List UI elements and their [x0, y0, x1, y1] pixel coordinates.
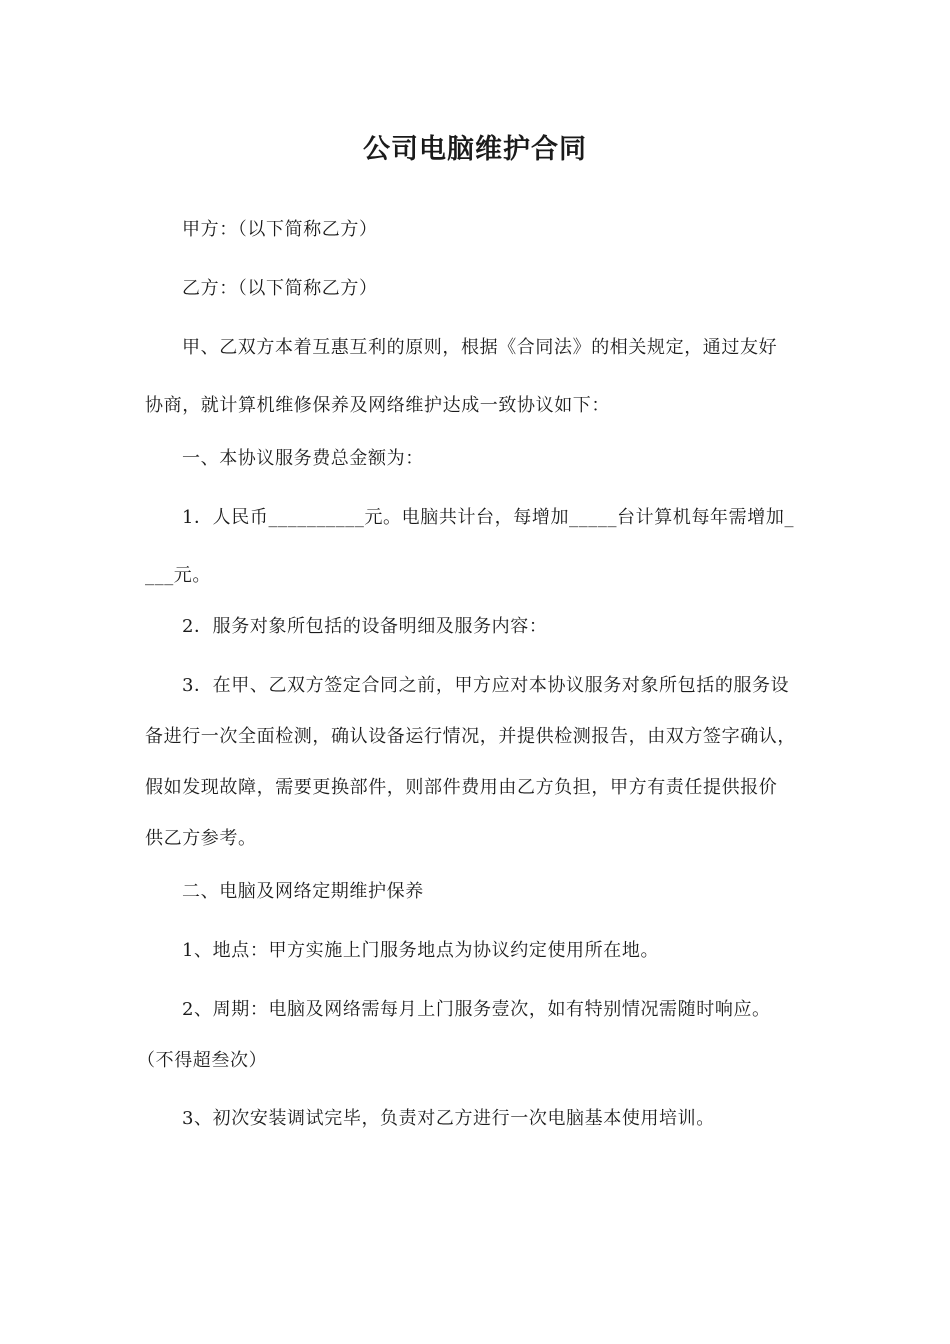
paragraph-line: 备进行一次全面检测，确认设备运行情况，并提供检测报告，由双方签字确认，	[145, 726, 796, 747]
party-a-paragraph	[145, 215, 810, 244]
paragraph-line: 供乙方参考。	[145, 828, 257, 849]
intro-paragraph	[145, 333, 810, 420]
clause-1-2-paragraph	[145, 612, 810, 641]
clause-2-2-paragraph	[137, 995, 810, 1075]
paragraph-line: 1．人民币__________元。电脑共计台，每增加_____台计算机每年需增加_	[182, 507, 795, 528]
clause-2-1-paragraph	[145, 936, 810, 965]
party-b-paragraph	[145, 274, 810, 303]
paragraph-line: 3．在甲、乙双方签定合同之前，甲方应对本协议服务对象所包括的服务设	[182, 675, 790, 696]
paragraph-line: 2．服务对象所包括的设备明细及服务内容：	[182, 616, 548, 637]
section-2-heading	[145, 877, 810, 906]
clause-1-1-paragraph	[145, 503, 810, 590]
paragraph-line: 3、初次安装调试完毕，负责对乙方进行一次电脑基本使用培训。	[182, 1108, 715, 1129]
contract-title: 公司电脑维护合同	[363, 134, 587, 165]
paragraph-line: 1、地点：甲方实施上门服务地点为协议约定使用所在地。	[182, 940, 660, 961]
section-1-heading	[145, 444, 810, 473]
paragraph-line: 甲、乙双方本着互惠互利的原则，根据《合同法》的相关规定，通过友好	[182, 337, 778, 358]
paragraph-line: 一、本协议服务费总金额为：	[182, 448, 424, 469]
clause-1-3-paragraph	[145, 671, 810, 853]
paragraph-line: 甲方：（以下简称乙方）	[182, 219, 378, 240]
paragraph-line: 二、电脑及网络定期维护保养	[182, 881, 424, 902]
paragraph-line: ___元。	[145, 565, 211, 586]
paragraph-line: （不得超叁次）	[137, 1050, 268, 1071]
paragraph-line: 假如发现故障，需要更换部件，则部件费用由乙方负担，甲方有责任提供报价	[145, 777, 778, 798]
clause-2-3-paragraph	[145, 1104, 810, 1133]
paragraph-line: 乙方：（以下简称乙方）	[182, 278, 378, 299]
paragraph-line: 协商，就计算机维修保养及网络维护达成一致协议如下：	[145, 395, 610, 416]
paragraph-line: 2、周期：电脑及网络需每月上门服务壹次，如有特别情况需随时响应。	[182, 999, 771, 1020]
